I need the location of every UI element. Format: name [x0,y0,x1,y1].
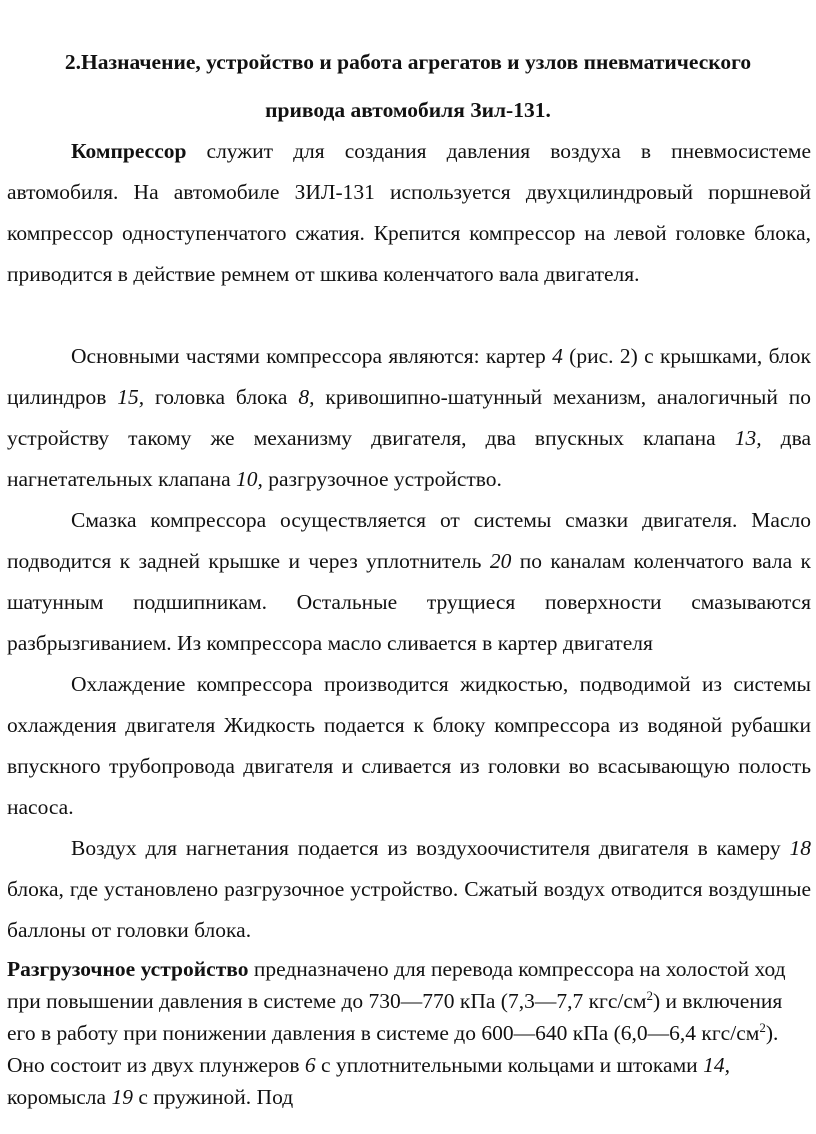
ref-number: 8, [298,385,315,409]
paragraph-text: кривошипно-шатунный механизм, аналогичный по устройству такому же механизму двигателя, два впускных клапана [7,385,811,450]
ref-number: 4 [552,344,563,368]
superscript: 2 [646,987,653,1003]
paragraph-text: с пружиной. Под [132,1085,294,1109]
page-title [20,38,796,134]
paragraph-text: Смазка компрессора осуществляется от системы смазки двигателя. Масло подводится к задней крышке и через уплотнитель [7,508,811,573]
paragraph-text: (рис. 2) с крышками, блок цилиндров [7,344,811,409]
title-line-2: привода автомобиля Зил-131. [265,98,551,122]
ref-number: 13, [734,426,762,450]
paragraph-air-intake [7,828,811,951]
paragraph-lubrication [7,500,811,664]
superscript: 2 [759,1019,766,1035]
paragraph-text: ). Оно состоит из двух плунжеров [7,1021,779,1077]
paragraph-text: два нагнетательных клапана [7,426,811,491]
paragraph-main-parts [7,336,811,500]
paragraph-text: Воздух для нагнетания подается из воздухоочистителя двигателя в камеру [71,836,790,860]
term-unloader: Разгрузочное устройство [7,957,249,981]
term-compressor: Компрессор [71,139,187,163]
ref-number: 10, [236,467,263,491]
ref-number: 18 [789,836,811,860]
ref-number: 20 [489,549,512,573]
paragraph-text: Охлаждение компрессора производится жидкостью, подводимой из системы охлаждения двигателя Жидкость подается к блоку компрессора из водяной рубашки впускного трубопровода двигателя и сливается из головки во всасывающую полость насоса. [7,672,811,819]
paragraph-cooling [7,664,811,828]
paragraph-text: разгрузочное устройство. [262,467,502,491]
paragraph-compressor [7,131,811,295]
paragraph-text: служит для создания давления воздуха в пневмосистеме автомобиля. На автомобиле ЗИЛ-131 используется двухцилиндровый поршневой компрессор одноступенчатого сжатия. Крепится компрессор на левой головке блока, приводится в действие ремнем от шкива коленчатого вала двигателя. [7,139,811,286]
ref-number: 6 [304,1053,316,1077]
paragraph-text: предназначено для перевода компрессора на холостой ход при повышении давления в системе до 730—770 кПа (7,3—7,7 кгс/см [7,957,786,1013]
paragraph-text: коромысла [7,1085,112,1109]
paragraph-text: блока, где установлено разгрузочное устройство. Сжатый воздух отводится воздушные баллоны от головки блока. [7,877,811,942]
paragraph-text: Основными частями компрессора являются: картер [71,344,553,368]
title-line-1: 2.Назначение, устройство и работа агрегатов и узлов пневматического [64,50,752,74]
paragraph-text: ) и включения его в работу при понижении давления в системе до 600—640 кПа (6,0—6,4 кгс/см [7,989,783,1045]
ref-number: 15, [117,385,145,409]
paragraph-text: по каналам коленчатого вала к шатунным подшипникам. Остальные трущиеся поверхности смазываются разбрызгиванием. Из компрессора масло сливается в картер двигателя [7,549,811,655]
ref-number: 14, [703,1053,730,1077]
paragraph-text: головка блока [144,385,299,409]
paragraph-unloader [7,953,811,1113]
paragraph-text: с уплотнительными кольцами и штоками [315,1053,704,1077]
ref-number: 19 [111,1085,133,1109]
